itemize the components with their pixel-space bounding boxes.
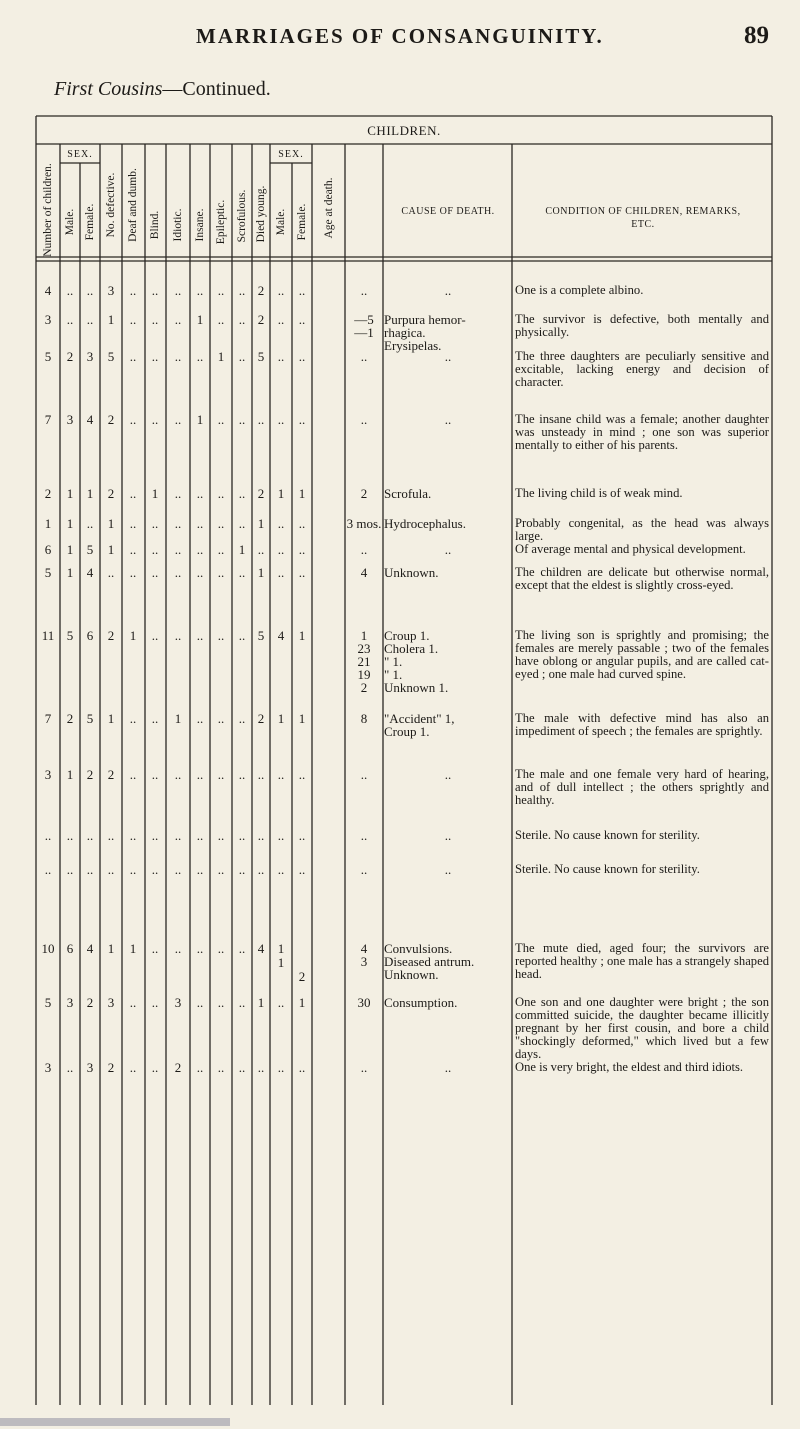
cell-f: ..: [86, 312, 94, 327]
cell-age-at-death: 3 mos.: [346, 516, 382, 531]
cell-dd: ..: [129, 862, 137, 877]
cell-df: 2: [298, 969, 306, 984]
cell-i: 2: [174, 1060, 182, 1075]
cell-i: 3: [174, 995, 182, 1010]
cell-m: 1: [66, 516, 74, 531]
cell-n: 5: [44, 349, 52, 364]
cell-df: ..: [298, 1060, 306, 1075]
cell-i: ..: [174, 349, 182, 364]
cell-d: 2: [107, 628, 115, 643]
cell-n: 3: [44, 1060, 52, 1075]
cell-age-at-death: 1 23 21 19 2: [357, 628, 371, 695]
cell-b: ..: [151, 283, 159, 298]
cell-dy: ..: [257, 1060, 265, 1075]
cell-ep: ..: [217, 828, 225, 843]
cell-d: 2: [107, 486, 115, 501]
cell-ep: ..: [217, 1060, 225, 1075]
cell-sc: ..: [238, 828, 246, 843]
cell-ins: ..: [196, 486, 204, 501]
cell-condition-remarks: The living son is sprightly and promising; the females are merely passable ; two of the females have oblong or angular pupils, and are called cat-eyed ; one male had curved spine.: [515, 628, 769, 681]
col-header-age-at-death: Age at death.: [323, 177, 335, 239]
cell-i: ..: [174, 767, 182, 782]
cell-condition-remarks: The insane child was a female; another daughter was unsteady in mind ; one son was superior mentally to either of his parents.: [515, 412, 769, 452]
cell-dy: ..: [257, 862, 265, 877]
cell-m: 3: [66, 412, 74, 427]
cell-d: 3: [107, 995, 115, 1010]
cell-dm: ..: [277, 862, 285, 877]
cell-f: 6: [86, 628, 94, 643]
cell-cause-of-death: Scrofula.: [384, 486, 432, 501]
cell-dd: ..: [129, 1060, 137, 1075]
cell-i: ..: [174, 862, 182, 877]
cell-dm: 1: [277, 711, 285, 726]
cell-i: 1: [174, 711, 182, 726]
cell-d: 1: [107, 711, 115, 726]
cell-df: ..: [298, 767, 306, 782]
cell-b: ..: [151, 349, 159, 364]
cell-i: ..: [174, 628, 182, 643]
col-header-male: Male.: [64, 208, 76, 236]
cell-i: ..: [174, 486, 182, 501]
cell-dm: ..: [277, 516, 285, 531]
cell-sc: ..: [238, 349, 246, 364]
cell-age-at-death: ..: [360, 862, 368, 877]
cell-age-at-death: ..: [360, 283, 368, 298]
cell-d: 1: [107, 312, 115, 327]
cell-dd: ..: [129, 542, 137, 557]
cell-d: 2: [107, 1060, 115, 1075]
cell-age-at-death: ..: [360, 828, 368, 843]
cell-i: ..: [174, 565, 182, 580]
col-header-died-young: Died young.: [255, 185, 267, 243]
cell-ins: ..: [196, 628, 204, 643]
cell-condition-remarks: One son and one daughter were bright ; the son committed suicide, the daughter became illicitly pregnant by her first cousin, and bore a child "shockingly deformed," which lived but a few days.: [515, 995, 769, 1061]
cell-dd: ..: [129, 486, 137, 501]
cell-sc: ..: [238, 412, 246, 427]
cell-age-at-death: 8: [360, 711, 368, 726]
cell-sc: ..: [238, 628, 246, 643]
cell-dm: ..: [277, 995, 285, 1010]
cell-n: 3: [44, 312, 52, 327]
cell-ep: ..: [217, 941, 225, 956]
cell-m: 1: [66, 542, 74, 557]
cell-dm: ..: [277, 767, 285, 782]
col-header-no-defective: No. defective.: [105, 172, 117, 238]
cell-dy: 2: [257, 711, 265, 726]
cell-ins: ..: [196, 565, 204, 580]
cell-df: 1: [298, 486, 306, 501]
scan-edge-shadow: [0, 1418, 230, 1426]
cell-condition-remarks: The survivor is defective, both mentally and physically.: [515, 312, 769, 339]
cell-d: 1: [107, 941, 115, 956]
cell-condition-remarks: The male with defective mind has also an impediment of speech ; the females are sprightly.: [515, 711, 769, 738]
cell-dd: ..: [129, 565, 137, 580]
cell-sc: ..: [238, 565, 246, 580]
cell-n: 2: [44, 486, 52, 501]
cell-cause-of-death: ..: [444, 349, 452, 364]
cell-m: 2: [66, 711, 74, 726]
cell-ins: 1: [196, 412, 204, 427]
cell-b: ..: [151, 516, 159, 531]
cell-n: 7: [44, 711, 52, 726]
cell-age-at-death: ..: [360, 1060, 368, 1075]
cell-dd: ..: [129, 312, 137, 327]
cell-d: ..: [107, 862, 115, 877]
cell-m: ..: [66, 828, 74, 843]
cell-d: 2: [107, 767, 115, 782]
cell-b: ..: [151, 628, 159, 643]
cell-df: 1: [298, 995, 306, 1010]
cell-cause-of-death: ..: [444, 1060, 452, 1075]
cell-b: ..: [151, 312, 159, 327]
cell-dm: 1: [277, 486, 285, 501]
cell-sc: ..: [238, 995, 246, 1010]
cell-ins: 1: [196, 312, 204, 327]
cell-ep: ..: [217, 711, 225, 726]
cell-dy: 5: [257, 349, 265, 364]
cell-dy: 1: [257, 995, 265, 1010]
cell-age-at-death: —5 —1: [354, 312, 374, 340]
cell-condition-remarks: The mute died, aged four; the survivors are reported healthy ; one male has a strangely shaped head.: [515, 941, 769, 981]
cell-cause-of-death: Hydrocephalus.: [384, 516, 466, 531]
cell-dd: ..: [129, 349, 137, 364]
cell-condition-remarks: One is very bright, the eldest and third idiots.: [515, 1060, 744, 1074]
cell-d: ..: [107, 828, 115, 843]
cell-condition-remarks: One is a complete albino.: [515, 283, 644, 297]
cell-dy: 1: [257, 565, 265, 580]
cell-dy: ..: [257, 542, 265, 557]
cell-dy: 2: [257, 486, 265, 501]
cell-df: ..: [298, 862, 306, 877]
cell-n: 4: [44, 283, 52, 298]
cell-ep: ..: [217, 412, 225, 427]
cell-cause-of-death: Purpura hemor- rhagica. Erysipelas.: [384, 312, 466, 353]
cell-df: ..: [298, 349, 306, 364]
cell-dd: 1: [129, 628, 137, 643]
cell-f: 4: [86, 412, 94, 427]
cell-dd: ..: [129, 711, 137, 726]
cell-sc: ..: [238, 711, 246, 726]
cell-d: 1: [107, 516, 115, 531]
col-header-died-female: Female.: [296, 203, 308, 241]
cell-condition-remarks: The three daughters are peculiarly sensitive and excitable, lacking energy and decision of character.: [515, 349, 769, 389]
cell-ep: ..: [217, 542, 225, 557]
cell-age-at-death: ..: [360, 412, 368, 427]
cell-b: ..: [151, 412, 159, 427]
cell-df: ..: [298, 312, 306, 327]
cell-condition-remarks: Sterile. No cause known for sterility.: [515, 862, 700, 876]
cell-cause-of-death: Croup 1. Cholera 1. " 1. " 1. Unknown 1.: [384, 628, 449, 695]
cell-sc: ..: [238, 1060, 246, 1075]
cell-cause-of-death: ..: [444, 412, 452, 427]
cell-dd: ..: [129, 283, 137, 298]
cell-dy: 2: [257, 283, 265, 298]
cell-ins: ..: [196, 767, 204, 782]
cell-cause-of-death: Unknown.: [384, 565, 439, 580]
cell-sc: ..: [238, 941, 246, 956]
cell-i: ..: [174, 283, 182, 298]
cell-dd: ..: [129, 828, 137, 843]
cell-n: ..: [44, 862, 52, 877]
cell-b: ..: [151, 711, 159, 726]
cell-dy: 5: [257, 628, 265, 643]
cell-m: 6: [66, 941, 74, 956]
cell-ep: ..: [217, 486, 225, 501]
cell-dd: ..: [129, 516, 137, 531]
cell-age-at-death: ..: [360, 349, 368, 364]
cell-b: ..: [151, 565, 159, 580]
cell-dd: ..: [129, 412, 137, 427]
cell-age-at-death: 30: [357, 995, 371, 1010]
subtitle-rest: —Continued.: [162, 78, 271, 100]
cell-n: 3: [44, 767, 52, 782]
cell-dy: 1: [257, 516, 265, 531]
cell-f: 1: [86, 486, 94, 501]
cell-f: 4: [86, 941, 94, 956]
cell-age-at-death: 4 3: [360, 941, 368, 969]
cell-ep: ..: [217, 516, 225, 531]
cell-ins: ..: [196, 711, 204, 726]
cell-dm: ..: [277, 828, 285, 843]
cell-b: ..: [151, 767, 159, 782]
cell-df: ..: [298, 828, 306, 843]
cell-i: ..: [174, 941, 182, 956]
cell-age-at-death: 2: [360, 486, 368, 501]
cell-dm: ..: [277, 283, 285, 298]
cell-dm: 1 1: [277, 941, 285, 970]
cell-condition-remarks: The living child is of weak mind.: [515, 486, 683, 500]
cell-m: ..: [66, 862, 74, 877]
cell-f: ..: [86, 516, 94, 531]
cell-age-at-death: 4: [360, 565, 368, 580]
cell-dm: ..: [277, 565, 285, 580]
cell-dm: ..: [277, 412, 285, 427]
cell-df: ..: [298, 516, 306, 531]
cell-ep: ..: [217, 767, 225, 782]
cell-dm: 4: [277, 628, 285, 643]
cell-m: 1: [66, 767, 74, 782]
cell-condition-remarks: Probably congenital, as the head was always large.: [515, 516, 769, 543]
cell-dm: ..: [277, 312, 285, 327]
col-header-idiotic: Idiotic.: [172, 208, 184, 242]
cell-i: ..: [174, 312, 182, 327]
cell-b: ..: [151, 862, 159, 877]
cell-n: 5: [44, 565, 52, 580]
cell-n: ..: [44, 828, 52, 843]
running-title: MARRIAGES OF CONSANGUINITY.: [196, 24, 604, 48]
cell-cause-of-death: Convulsions. Diseased antrum. Unknown.: [384, 941, 475, 982]
cell-n: 1: [44, 516, 52, 531]
cell-f: ..: [86, 283, 94, 298]
cell-age-at-death: ..: [360, 542, 368, 557]
cell-ep: ..: [217, 565, 225, 580]
cell-cause-of-death: Consumption.: [384, 995, 458, 1010]
cell-ins: ..: [196, 283, 204, 298]
cell-condition-remarks: The male and one female very hard of hearing, and of dull intellect ; the others sprightly and healthy.: [515, 767, 769, 807]
cell-sc: ..: [238, 486, 246, 501]
col-header-blind: Blind.: [149, 210, 161, 240]
col-header-scrofulous: Scrofulous.: [236, 189, 248, 243]
col-header-female: Female.: [84, 203, 96, 241]
cell-condition-remarks: Sterile. No cause known for sterility.: [515, 828, 700, 842]
cell-cause-of-death: ..: [444, 862, 452, 877]
cell-f: ..: [86, 862, 94, 877]
cell-ep: ..: [217, 283, 225, 298]
cell-df: 1: [298, 628, 306, 643]
cell-ins: ..: [196, 828, 204, 843]
cause-header: CAUSE OF DEATH.: [401, 206, 495, 217]
cell-ins: ..: [196, 862, 204, 877]
cell-sc: ..: [238, 312, 246, 327]
cell-dy: 4: [257, 941, 265, 956]
cell-condition-remarks: Of average mental and physical development.: [515, 542, 746, 556]
subtitle-italic: First Cousins: [54, 78, 163, 100]
cell-ins: ..: [196, 516, 204, 531]
cell-m: 3: [66, 995, 74, 1010]
cell-n: 10: [41, 941, 55, 956]
cell-b: ..: [151, 941, 159, 956]
cell-sc: ..: [238, 516, 246, 531]
cell-age-at-death: ..: [360, 767, 368, 782]
cell-dy: 2: [257, 312, 265, 327]
cell-f: 2: [86, 995, 94, 1010]
cell-i: ..: [174, 516, 182, 531]
cell-sc: ..: [238, 283, 246, 298]
table-caption: CHILDREN.: [367, 123, 441, 138]
cell-ep: ..: [217, 862, 225, 877]
cell-d: ..: [107, 565, 115, 580]
cell-ins: ..: [196, 542, 204, 557]
page-number: 89: [744, 22, 769, 49]
col-header-died-male: Male.: [275, 208, 287, 236]
cell-dy: ..: [257, 412, 265, 427]
cell-dy: ..: [257, 828, 265, 843]
cell-ep: 1: [217, 349, 225, 364]
cell-i: ..: [174, 412, 182, 427]
cell-m: 2: [66, 349, 74, 364]
cell-f: 2: [86, 767, 94, 782]
sex-label-2: SEX.: [278, 149, 304, 160]
cell-df: 1: [298, 711, 306, 726]
cell-n: 6: [44, 542, 52, 557]
cell-n: 7: [44, 412, 52, 427]
cell-dm: ..: [277, 349, 285, 364]
cell-b: ..: [151, 1060, 159, 1075]
cell-ins: ..: [196, 1060, 204, 1075]
cell-f: 3: [86, 349, 94, 364]
cell-sc: ..: [238, 862, 246, 877]
cell-n: 5: [44, 995, 52, 1010]
cell-b: ..: [151, 542, 159, 557]
cell-sc: ..: [238, 767, 246, 782]
cell-dm: ..: [277, 1060, 285, 1075]
cell-m: 1: [66, 565, 74, 580]
cell-d: 1: [107, 542, 115, 557]
sex-label-1: SEX.: [67, 149, 93, 160]
cell-d: 5: [107, 349, 115, 364]
cell-cause-of-death: "Accident" 1, Croup 1.: [384, 711, 455, 739]
cell-m: ..: [66, 283, 74, 298]
cell-cause-of-death: ..: [444, 767, 452, 782]
cell-f: 3: [86, 1060, 94, 1075]
cell-i: ..: [174, 828, 182, 843]
cell-df: ..: [298, 542, 306, 557]
cell-ins: ..: [196, 995, 204, 1010]
cell-dy: ..: [257, 767, 265, 782]
cell-f: 4: [86, 565, 94, 580]
condition-header: CONDITION OF CHILDREN, REMARKS, ETC.: [545, 206, 741, 230]
cell-b: ..: [151, 828, 159, 843]
cell-ep: ..: [217, 312, 225, 327]
cell-df: ..: [298, 283, 306, 298]
cell-dd: ..: [129, 767, 137, 782]
cell-d: 3: [107, 283, 115, 298]
col-header-number: Number of children.: [42, 163, 54, 257]
cell-f: ..: [86, 828, 94, 843]
cell-ep: ..: [217, 628, 225, 643]
cell-d: 2: [107, 412, 115, 427]
cell-ins: ..: [196, 941, 204, 956]
cell-sc: 1: [238, 542, 246, 557]
cell-m: 1: [66, 486, 74, 501]
cell-dm: ..: [277, 542, 285, 557]
cell-condition-remarks: The children are delicate but otherwise normal, except that the eldest is slightly cross-eyed.: [515, 565, 769, 592]
cell-b: ..: [151, 995, 159, 1010]
cell-i: ..: [174, 542, 182, 557]
col-header-deaf-dumb: Deaf and dumb.: [127, 168, 139, 242]
cell-df: ..: [298, 412, 306, 427]
cell-dd: ..: [129, 995, 137, 1010]
col-header-epileptic: Epileptic.: [215, 199, 227, 245]
cell-f: 5: [86, 711, 94, 726]
col-header-insane: Insane.: [194, 208, 206, 242]
cell-ins: ..: [196, 349, 204, 364]
cell-cause-of-death: ..: [444, 542, 452, 557]
cell-dd: 1: [129, 941, 137, 956]
cell-b: 1: [151, 486, 159, 501]
cell-ep: ..: [217, 995, 225, 1010]
cell-cause-of-death: ..: [444, 283, 452, 298]
cell-m: ..: [66, 312, 74, 327]
cell-df: ..: [298, 565, 306, 580]
cell-f: 5: [86, 542, 94, 557]
cell-m: 5: [66, 628, 74, 643]
cell-n: 11: [41, 628, 55, 643]
cell-m: ..: [66, 1060, 74, 1075]
cell-cause-of-death: ..: [444, 828, 452, 843]
